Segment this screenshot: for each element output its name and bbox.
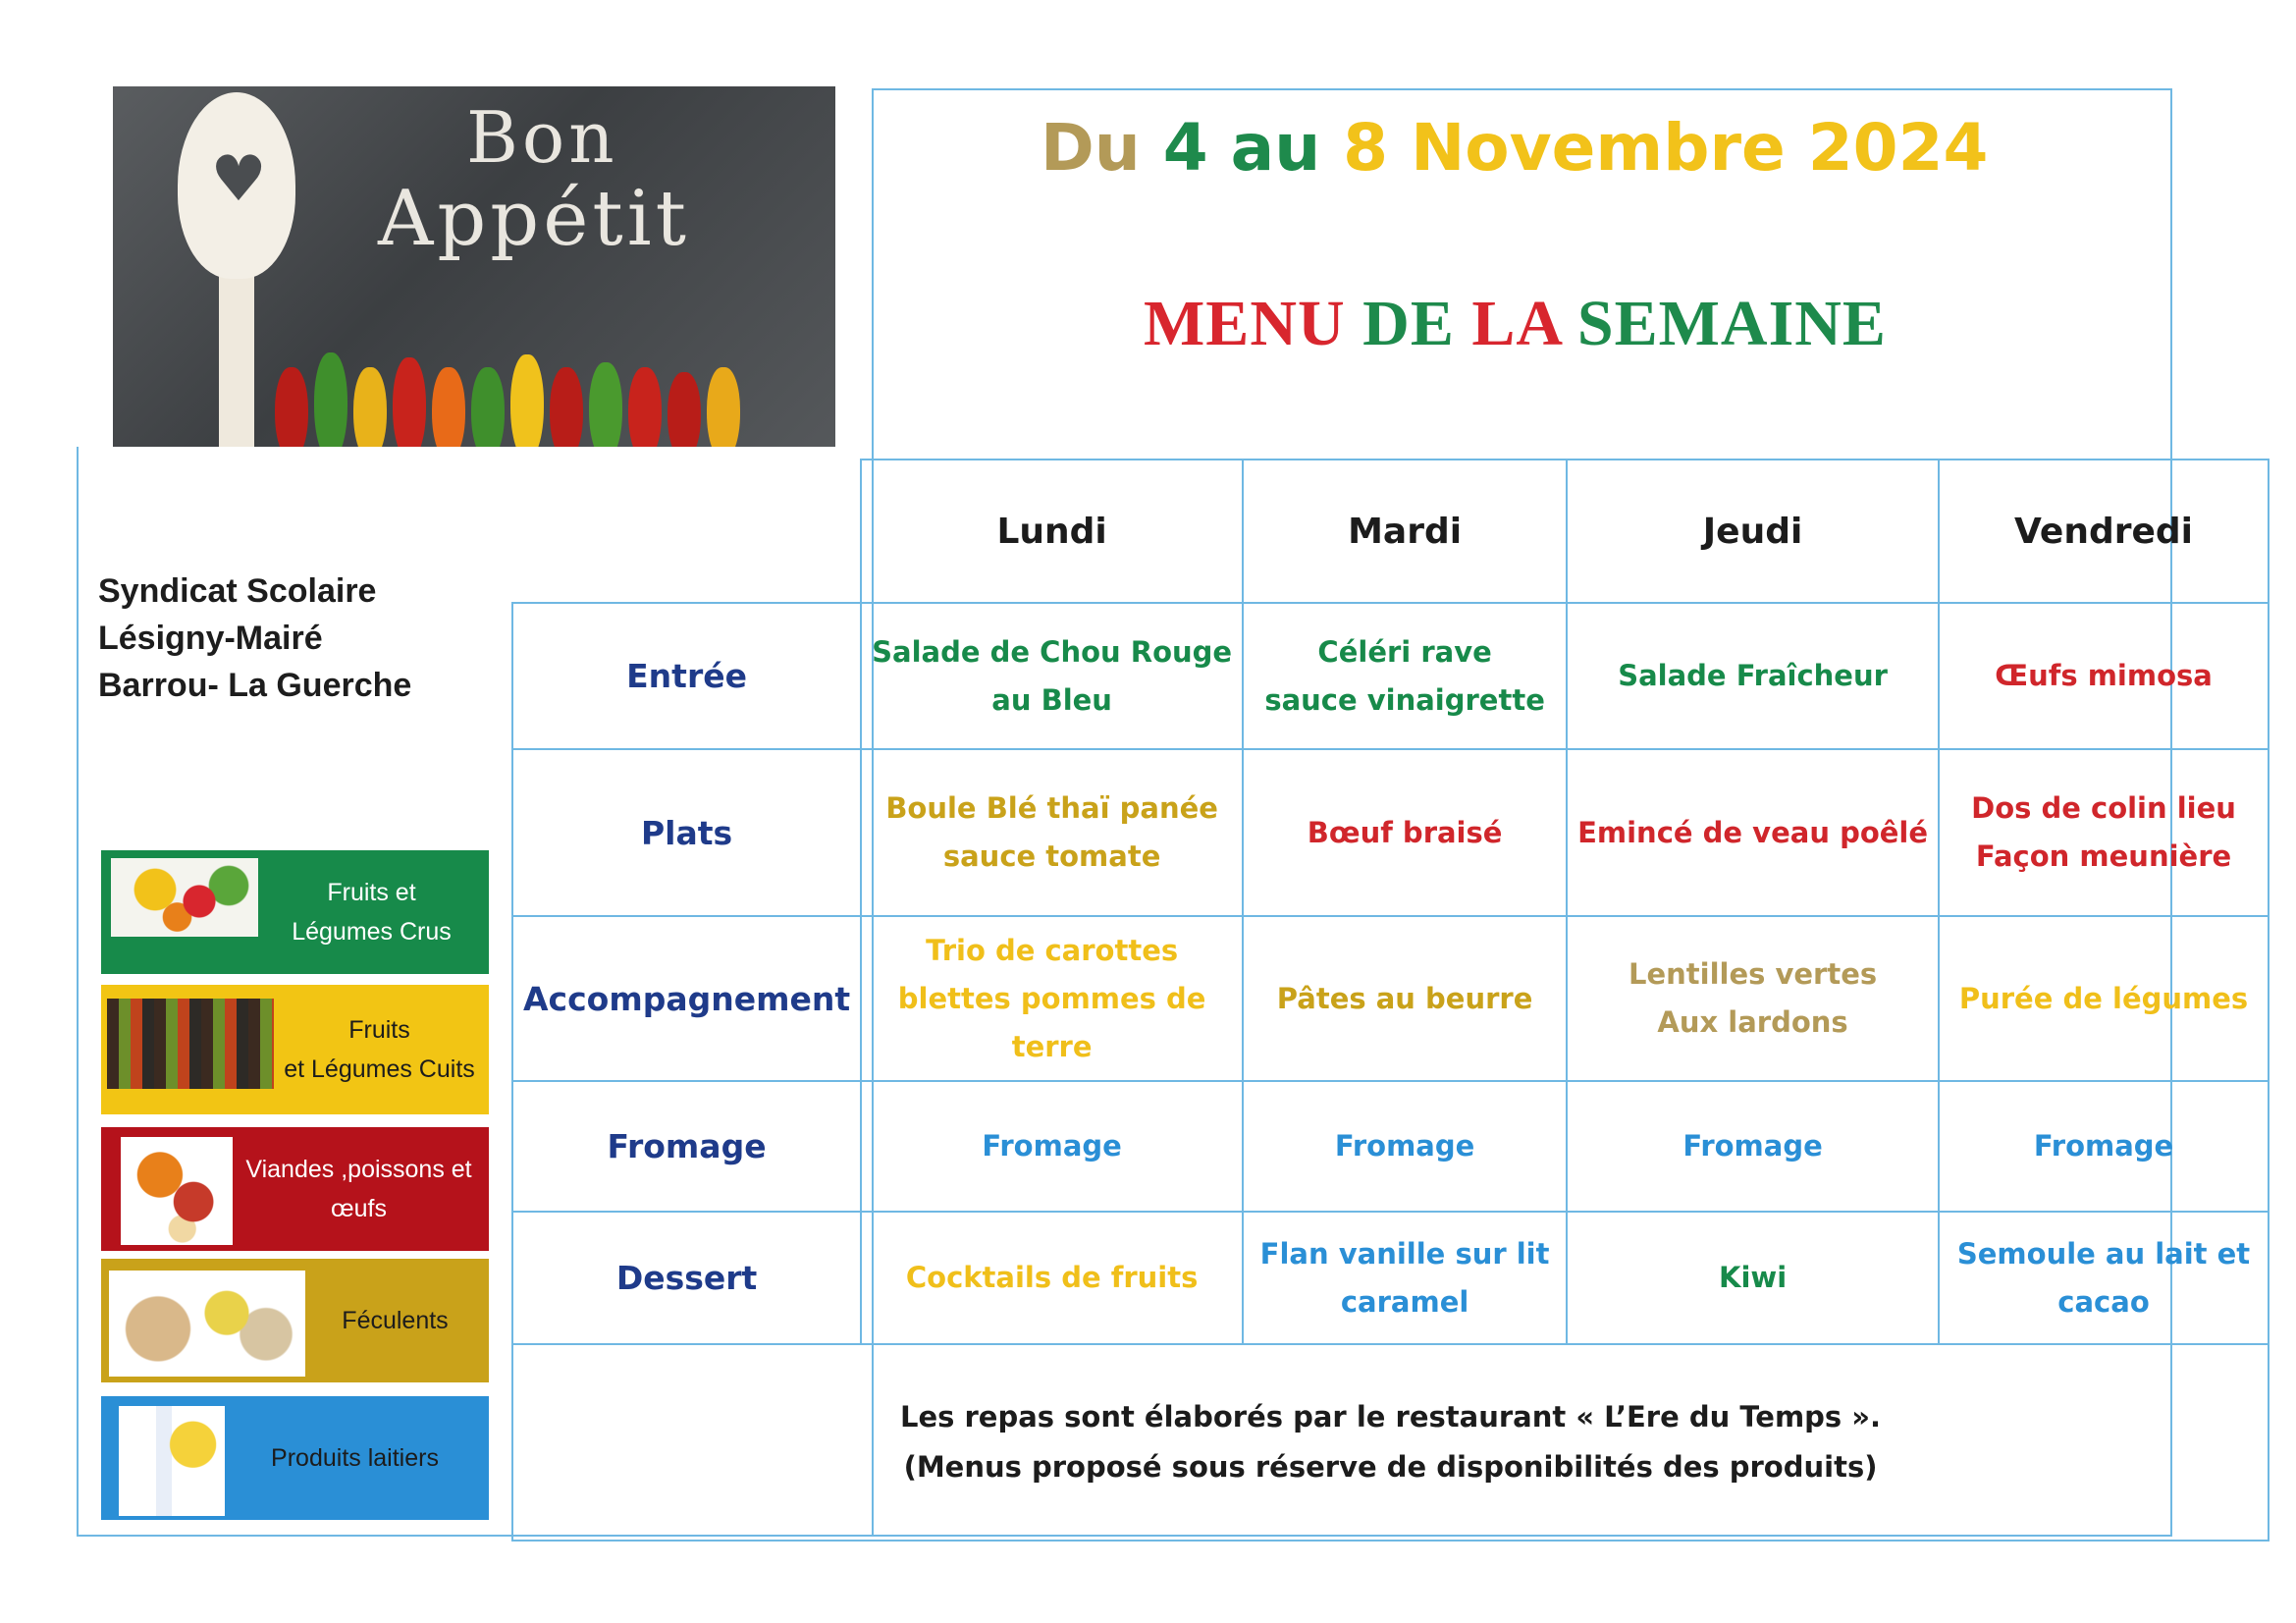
menu-dish xyxy=(861,749,1243,916)
day-header: Jeudi xyxy=(1567,460,1939,603)
dish-line: Purée de légumes xyxy=(1958,981,2249,1015)
legend-label: Fruits et xyxy=(327,879,416,906)
menu-row xyxy=(512,603,2269,749)
menu-footer-note xyxy=(512,1344,2269,1541)
menu-row xyxy=(512,1212,2269,1344)
pepper-icon xyxy=(550,367,583,447)
menu-dish xyxy=(1243,1081,1567,1212)
pepper-icon xyxy=(471,367,505,447)
menu-dish xyxy=(1243,1212,1567,1344)
dish-line: Façon meunière xyxy=(1975,839,2232,873)
dish-line: Fromage xyxy=(1682,1129,1823,1163)
menu-title-part: LA xyxy=(1471,288,1577,359)
organization-line: Syndicat Scolaire xyxy=(98,572,377,610)
category-label: Dessert xyxy=(512,1212,861,1344)
menu-dish xyxy=(1939,603,2269,749)
dish-line: Fromage xyxy=(1334,1129,1475,1163)
legend-item xyxy=(101,1259,489,1382)
dish-line: Fromage xyxy=(982,1129,1122,1163)
day-header: Lundi xyxy=(861,460,1243,603)
dish-line: Boule Blé thaï panée xyxy=(885,791,1218,825)
dish-line: Trio de carottes xyxy=(926,933,1179,967)
vegetable-skewers-icon xyxy=(107,999,274,1089)
category-label: Entrée xyxy=(512,603,861,749)
pepper-icon xyxy=(510,354,544,447)
dish-line: Dos de colin lieu xyxy=(1971,791,2236,825)
dish-line: terre xyxy=(1011,1029,1093,1063)
raw-vegetables-icon xyxy=(111,858,258,937)
pepper-icon xyxy=(707,367,740,447)
pepper-icon xyxy=(314,352,347,447)
dish-line: sauce vinaigrette xyxy=(1264,682,1545,717)
dish-line: Céléri rave xyxy=(1317,634,1492,669)
table-corner xyxy=(512,460,861,603)
menu-dish xyxy=(1939,1212,2269,1344)
organization-line: Barrou- La Guerche xyxy=(98,667,412,704)
pepper-icon xyxy=(275,367,308,447)
category-label: Plats xyxy=(512,749,861,916)
menu-title-part: SEMAINE xyxy=(1576,288,1887,359)
menu-dish xyxy=(1243,603,1567,749)
legend-label: et Légumes Cuits xyxy=(284,1055,475,1083)
meat-fish-eggs-icon xyxy=(121,1137,233,1245)
frame-left-rule xyxy=(77,447,79,1537)
dish-line: Kiwi xyxy=(1718,1261,1788,1294)
menu-dish xyxy=(1567,749,1939,916)
legend-item xyxy=(101,985,489,1114)
date-title-part: au xyxy=(1207,110,1344,186)
dish-line: Bœuf braisé xyxy=(1307,815,1503,849)
menu-dish xyxy=(1243,916,1567,1081)
legend-label: Féculents xyxy=(342,1307,449,1334)
menu-dish xyxy=(1567,1081,1939,1212)
category-label: Accompagnement xyxy=(512,916,861,1081)
legend-label: œufs xyxy=(331,1195,387,1222)
category-label: Fromage xyxy=(512,1081,861,1212)
dish-line: blettes pommes de xyxy=(897,981,1206,1015)
menu-dish xyxy=(1939,916,2269,1081)
menu-dish xyxy=(1567,916,1939,1081)
bon-appetit-photo xyxy=(113,86,835,447)
date-title-part: Du xyxy=(1041,110,1163,186)
dairy-icon xyxy=(119,1406,225,1516)
pepper-icon xyxy=(393,357,426,447)
menu-dish xyxy=(861,1212,1243,1344)
dish-line: Flan vanille sur lit xyxy=(1259,1236,1550,1271)
dish-line: sauce tomate xyxy=(942,839,1161,873)
footer-row xyxy=(512,1344,2269,1541)
day-header: Mardi xyxy=(1243,460,1567,603)
legend-label: Viandes ,poissons et xyxy=(245,1156,472,1183)
date-title-part: 8 Novembre 2024 xyxy=(1343,110,1989,186)
dish-line: Pâtes au beurre xyxy=(1276,981,1533,1015)
dish-line: Lentilles vertes xyxy=(1628,957,1878,991)
dish-line: Fromage xyxy=(2033,1129,2174,1163)
pepper-icon xyxy=(628,367,662,447)
menu-title xyxy=(1144,287,1887,361)
legend-item xyxy=(101,1396,489,1520)
legend-label: Produits laitiers xyxy=(271,1444,439,1472)
menu-title-part: MENU xyxy=(1144,288,1363,359)
heart-icon: ♥ xyxy=(210,143,267,216)
menu-row xyxy=(512,916,2269,1081)
pepper-icon xyxy=(589,362,622,447)
weekly-menu-table xyxy=(511,459,2269,1542)
legend-item xyxy=(101,1127,489,1251)
date-range-title xyxy=(1041,110,1988,186)
dish-line: cacao xyxy=(2057,1284,2150,1319)
dish-line: Salade Fraîcheur xyxy=(1618,659,1888,692)
dish-line: Cocktails de fruits xyxy=(905,1261,1199,1294)
menu-dish xyxy=(1939,1081,2269,1212)
dish-line: Emincé de veau poêlé xyxy=(1577,815,1929,849)
pepper-icon xyxy=(432,367,465,447)
day-header: Vendredi xyxy=(1939,460,2269,603)
menu-dish xyxy=(861,603,1243,749)
table-header-row xyxy=(512,460,2269,603)
menu-title-part: DE xyxy=(1362,288,1472,359)
legend-item xyxy=(101,850,489,974)
dish-line: au Bleu xyxy=(991,682,1112,717)
spoon-handle xyxy=(219,263,254,447)
restaurant-credit: Les repas sont élaborés par le restaurant « L’Ere du Temps ». xyxy=(899,1400,1882,1434)
dish-line: Semoule au lait et xyxy=(1956,1236,2251,1271)
menu-dish xyxy=(1939,749,2269,916)
menu-dish xyxy=(861,1081,1243,1212)
legend-label: Fruits xyxy=(348,1016,410,1044)
dish-line: Œufs mimosa xyxy=(1995,659,2213,692)
menu-dish xyxy=(861,916,1243,1081)
pepper-icon xyxy=(667,372,701,447)
availability-disclaimer: (Menus proposé sous réserve de disponibilités des produits) xyxy=(903,1450,1878,1484)
organization-name xyxy=(98,568,411,709)
menu-dish xyxy=(1567,603,1939,749)
organization-line: Lésigny-Mairé xyxy=(98,620,323,657)
menu-dish xyxy=(1243,749,1567,916)
photo-caption-bon: Bon xyxy=(466,96,618,179)
date-title-part: 4 xyxy=(1162,110,1208,186)
legend-label: Légumes Crus xyxy=(292,918,452,946)
dish-line: caramel xyxy=(1340,1284,1469,1319)
menu-dish xyxy=(1567,1212,1939,1344)
starches-icon xyxy=(109,1271,305,1377)
menu-row xyxy=(512,749,2269,916)
pepper-icon xyxy=(353,367,387,447)
dish-line: Aux lardons xyxy=(1657,1005,1848,1039)
menu-row xyxy=(512,1081,2269,1212)
dish-line: Salade de Chou Rouge xyxy=(872,634,1233,669)
photo-caption-appetit: Appétit xyxy=(378,175,690,263)
